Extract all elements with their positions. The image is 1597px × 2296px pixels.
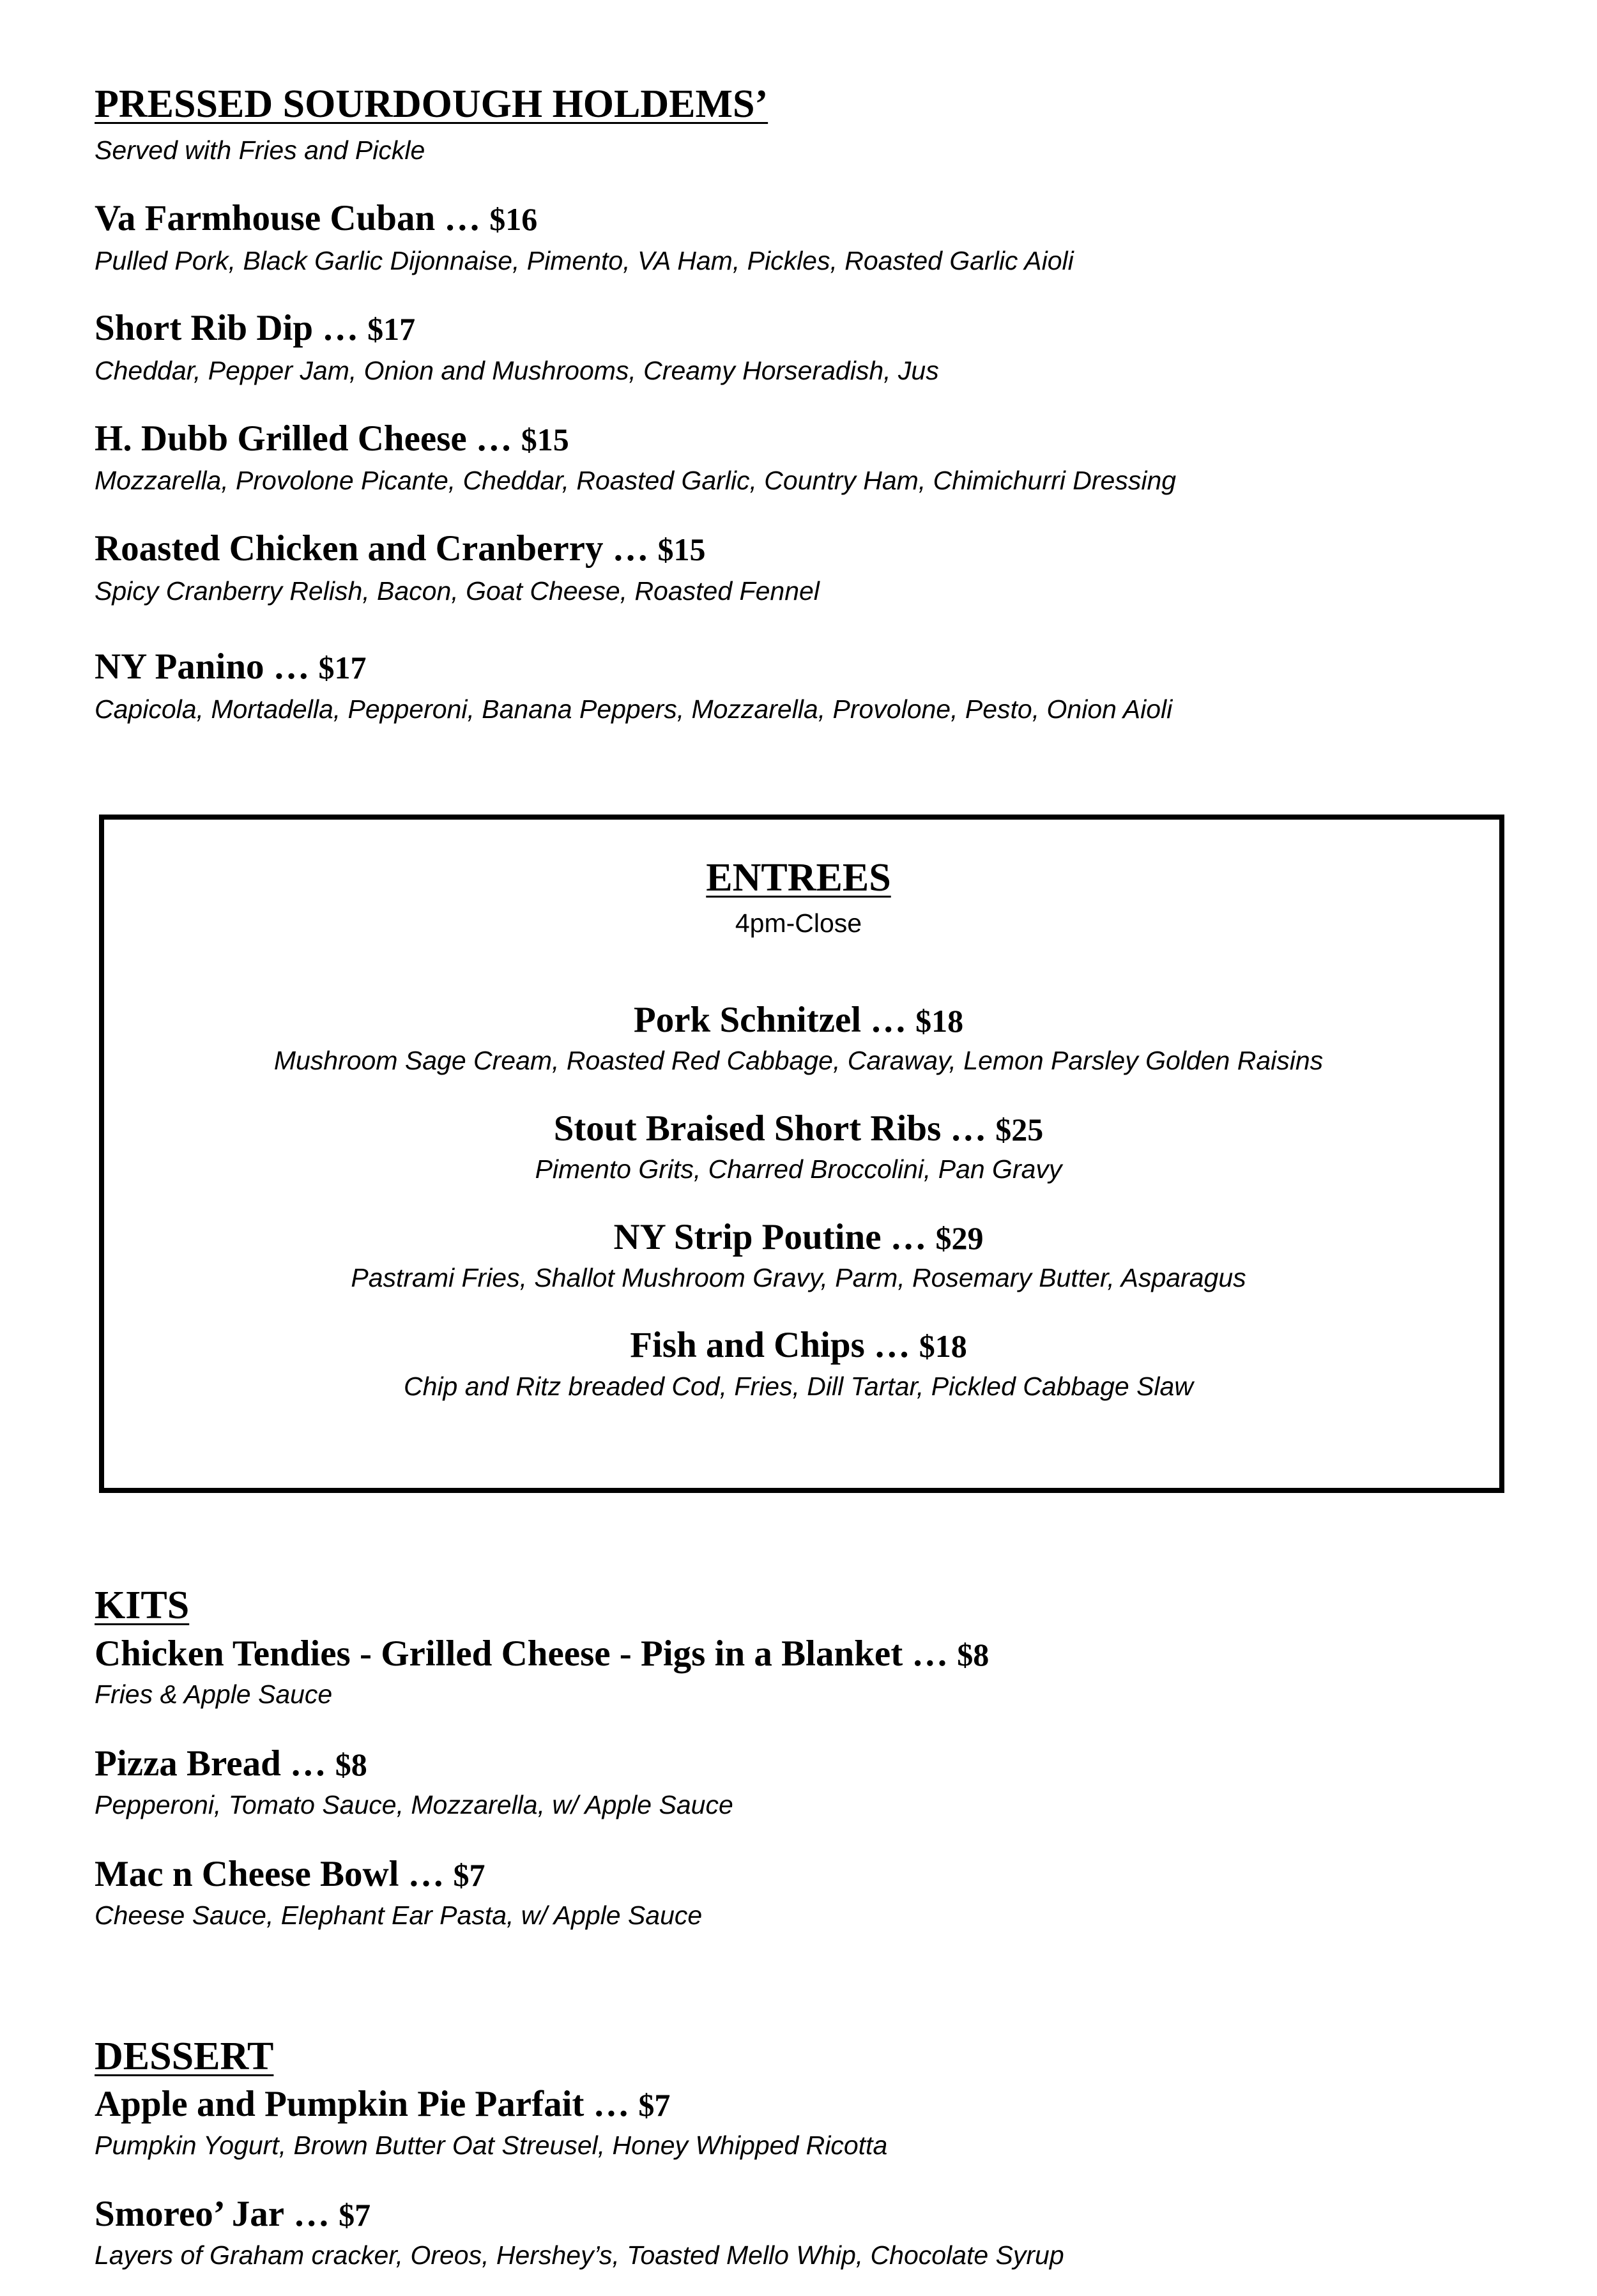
item-price: $8 <box>957 1637 990 1672</box>
item-price: $17 <box>318 650 367 685</box>
menu-item-title <box>95 1745 367 1782</box>
item-price: $29 <box>935 1220 984 1256</box>
item-separator: … <box>289 1743 326 1784</box>
menu-item-description: Fries & Apple Sauce <box>95 1680 333 1709</box>
item-name: Short Rib Dip <box>95 308 314 348</box>
menu-item-description: Cheddar, Pepper Jam, Onion and Mushrooms, Creamy Horseradish, Jus <box>95 356 939 385</box>
item-price: $8 <box>335 1747 367 1782</box>
item-price: $18 <box>919 1328 967 1364</box>
item-name: NY Panino <box>95 647 264 687</box>
menu-item-title <box>95 1856 485 1892</box>
menu-item-description: Pulled Pork, Black Garlic Dijonnaise, Pimento, VA Ham, Pickles, Roasted Garlic Aioli <box>95 246 1074 275</box>
item-separator: … <box>950 1108 987 1149</box>
menu-item-title <box>95 648 367 685</box>
item-separator: … <box>293 2194 330 2234</box>
item-name: Stout Braised Short Ribs <box>553 1108 942 1149</box>
menu-item-description: Pumpkin Yogurt, Brown Butter Oat Streusel, Honey Whipped Ricotta <box>95 2131 888 2160</box>
item-price: $7 <box>453 1857 485 1893</box>
menu-item-description: Layers of Graham cracker, Oreos, Hershey’s, Toasted Mello Whip, Chocolate Syrup <box>95 2240 1064 2270</box>
item-name: Pork Schnitzel <box>633 1000 862 1040</box>
menu-item-description: Mozzarella, Provolone Picante, Cheddar, Roasted Garlic, Country Ham, Chimichurri Dressing <box>95 466 1177 495</box>
item-price: $17 <box>367 311 416 347</box>
item-separator: … <box>408 1854 445 1894</box>
item-name: Chicken Tendies - Grilled Cheese - Pigs in a Blanket <box>95 1634 903 1674</box>
item-separator: … <box>593 2084 630 2124</box>
menu-item-title <box>95 530 705 567</box>
item-separator: … <box>612 528 649 569</box>
menu-item-description: Cheese Sauce, Elephant Ear Pasta, w/ Apple Sauce <box>95 1901 703 1930</box>
menu-item-description: Pastrami Fries, Shallot Mushroom Gravy, Parm, Rosemary Butter, Asparagus <box>351 1263 1246 1292</box>
item-name: H. Dubb Grilled Cheese <box>95 418 467 459</box>
item-name: Va Farmhouse Cuban <box>95 198 436 238</box>
menu-item-title <box>95 420 569 457</box>
item-name: Roasted Chicken and Cranberry <box>95 528 604 569</box>
dessert-section-title: DESSERT <box>95 2035 274 2078</box>
menu-item-title <box>95 2196 371 2232</box>
menu-item-title <box>95 1635 989 1672</box>
item-separator: … <box>444 198 481 238</box>
item-separator: … <box>322 308 359 348</box>
sandwiches-section-subtitle: Served with Fries and Pickle <box>95 135 425 165</box>
menu-item-title <box>0 1327 1597 1363</box>
item-separator: … <box>873 1325 910 1365</box>
item-name: Fish and Chips <box>630 1325 865 1365</box>
item-name: NY Strip Poutine <box>613 1217 882 1257</box>
menu-item-title <box>0 1110 1597 1147</box>
menu-item-description: Pepperoni, Tomato Sauce, Mozzarella, w/ Apple Sauce <box>95 1790 733 1819</box>
item-separator: … <box>890 1217 927 1257</box>
menu-item-title <box>0 1002 1597 1038</box>
item-name: Mac n Cheese Bowl <box>95 1854 399 1894</box>
menu-item-description: Pimento Grits, Charred Broccolini, Pan Gravy <box>535 1154 1062 1184</box>
menu-item-title <box>95 200 537 236</box>
item-price: $15 <box>657 532 706 567</box>
menu-item-title <box>95 2086 670 2122</box>
menu-item-title <box>95 310 415 346</box>
item-price: $7 <box>339 2197 371 2233</box>
item-separator: … <box>870 1000 907 1040</box>
item-name: Smoreo’ Jar <box>95 2194 285 2234</box>
item-separator: … <box>273 647 310 687</box>
menu-item-description: Mushroom Sage Cream, Roasted Red Cabbage, Caraway, Lemon Parsley Golden Raisins <box>273 1046 1324 1075</box>
menu-item-description: Capicola, Mortadella, Pepperoni, Banana Peppers, Mozzarella, Provolone, Pesto, Onion Aioli <box>95 694 1173 724</box>
entrees-section-title: ENTREES <box>706 856 891 899</box>
item-price: $16 <box>489 201 538 237</box>
item-separator: … <box>475 418 512 459</box>
item-separator: … <box>912 1634 949 1674</box>
item-price: $7 <box>638 2087 671 2123</box>
menu-item-description: Chip and Ritz breaded Cod, Fries, Dill Tartar, Pickled Cabbage Slaw <box>404 1372 1193 1401</box>
item-name: Pizza Bread <box>95 1743 281 1784</box>
menu-item-title <box>0 1219 1597 1255</box>
sandwiches-section-title: PRESSED SOURDOUGH HOLDEMS’ <box>95 82 768 126</box>
item-name: Apple and Pumpkin Pie Parfait <box>95 2084 585 2124</box>
entrees-section-subtitle: 4pm-Close <box>735 908 862 938</box>
item-price: $18 <box>915 1003 964 1039</box>
item-price: $15 <box>521 422 569 457</box>
menu-item-description: Spicy Cranberry Relish, Bacon, Goat Cheese, Roasted Fennel <box>95 576 820 606</box>
kits-section-title: KITS <box>95 1584 190 1627</box>
item-price: $25 <box>995 1112 1044 1147</box>
